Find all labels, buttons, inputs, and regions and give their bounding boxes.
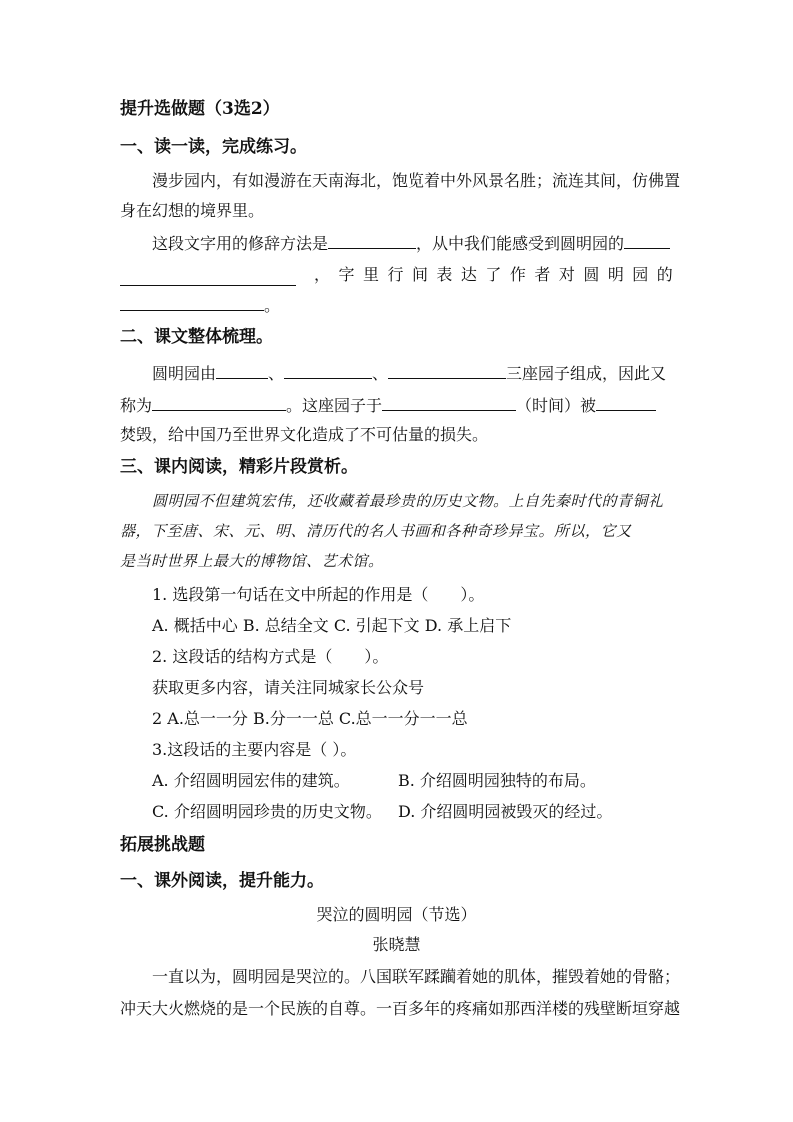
- question-text-feel: ，从中我们能感受到圆明园的: [416, 234, 625, 253]
- question-1-options: A. 概括中心 B. 总结全文 C. 引起下文 D. 承上启下: [152, 616, 512, 635]
- heading-read: 一、读一读，完成练习。: [120, 137, 307, 157]
- review-line-1: [152, 362, 673, 385]
- section-title-advanced: 提升选做题（3选2）: [120, 99, 280, 119]
- promo-notice: 获取更多内容，请关注同城家长公众号: [152, 678, 425, 697]
- char: 的: [656, 265, 673, 284]
- char: ，: [314, 265, 331, 284]
- answer-blank-garden-1[interactable]: [216, 362, 268, 379]
- article-title: 哭泣的圆明园（节选）: [316, 905, 477, 924]
- char: 明: [607, 265, 624, 284]
- spaced-text-row: [314, 264, 673, 286]
- heading-analysis: 三、课内阅读，精彩片段赏析。: [120, 457, 358, 477]
- question-text-rhetoric: 这段文字用的修辞方法是: [152, 234, 329, 253]
- separator: 、: [372, 364, 389, 383]
- char: 字: [338, 265, 355, 284]
- answer-blank-also-called[interactable]: [152, 394, 286, 411]
- passage-line-2: 身在幻想的境界里。: [120, 201, 265, 220]
- question-line-3: [120, 294, 673, 317]
- separator: 、: [268, 364, 285, 383]
- answer-blank-rhetoric[interactable]: [328, 232, 416, 249]
- section-title-challenge: 拓展挑战题: [120, 835, 205, 855]
- question-2: 2. 这段话的结构方式是（ ）。: [152, 647, 389, 666]
- period: 。: [264, 296, 281, 315]
- option-c: C. 介绍圆明园珍贵的历史文物。: [152, 802, 382, 821]
- review-text-b: 三座园子组成，因此又: [506, 364, 667, 383]
- excerpt-line-1: 圆明园不但建筑宏伟，还收藏着最珍贵的历史文物。上自先秦时代的青铜礼: [152, 492, 664, 510]
- answer-blank-time[interactable]: [382, 394, 516, 411]
- char: 达: [460, 265, 477, 284]
- review-text-d: 。这座园子于: [286, 396, 383, 415]
- option-d: D. 介绍圆明园被毁灭的经过。: [398, 802, 613, 821]
- review-text-a: 圆明园由: [152, 364, 217, 383]
- answer-blank-feel-a[interactable]: [624, 232, 670, 249]
- review-line-3: 焚毁，给中国乃至世界文化造成了不可估量的损失。: [120, 425, 489, 444]
- review-text-c: 称为: [120, 396, 153, 415]
- excerpt-line-2: 器，下至唐、宋、元、明、清历代的名人书画和各种奇珍异宝。所以，它又: [120, 522, 632, 540]
- heading-extra-reading: 一、课外阅读，提升能力。: [120, 871, 324, 891]
- char: 作: [509, 265, 526, 284]
- char: 园: [632, 265, 649, 284]
- question-3: 3.这段话的主要内容是（ ）。: [152, 740, 357, 759]
- question-3-options-row-1: [152, 770, 673, 792]
- option-b: B. 介绍圆明园独特的布局。: [398, 771, 596, 790]
- review-line-2: [120, 394, 673, 417]
- char: 里: [362, 265, 379, 284]
- char: 圆: [583, 265, 600, 284]
- question-line-2: [120, 264, 673, 286]
- passage-line-1: 漫步园内，有如漫游在天南海北，饱览着中外风景名胜；流连其间，仿佛置: [152, 171, 681, 190]
- question-line-1: [152, 232, 673, 255]
- article-line-2: 冲天大火燃烧的是一个民族的自尊。一百多年的疼痛如那西洋楼的残壁断垣穿越: [120, 999, 681, 1018]
- article-line-1: 一直以为，圆明园是哭泣的。八国联军蹂躏着她的肌体，摧毁着她的骨骼；: [152, 967, 681, 986]
- question-2-options: 2 A.总一一分 B.分一一总 C.总一一分一一总: [152, 709, 468, 728]
- answer-blank-garden-2[interactable]: [284, 362, 372, 379]
- excerpt-line-3: 是当时世界上最大的博物馆、艺术馆。: [120, 552, 384, 570]
- answer-blank-emotion[interactable]: [120, 294, 264, 311]
- answer-blank-feel-b[interactable]: [120, 269, 296, 286]
- char: 了: [485, 265, 502, 284]
- question-3-options-row-2: [152, 801, 673, 823]
- article-author: 张晓慧: [372, 935, 421, 954]
- char: 者: [534, 265, 551, 284]
- option-a: A. 介绍圆明园宏伟的建筑。: [152, 771, 350, 790]
- char: 对: [558, 265, 575, 284]
- char: 间: [411, 265, 428, 284]
- question-1: 1. 选段第一句话在文中所起的作用是（ ）。: [152, 585, 485, 604]
- char: 表: [436, 265, 453, 284]
- review-text-e: （时间）被: [516, 396, 597, 415]
- answer-blank-by[interactable]: [596, 394, 656, 411]
- char: 行: [387, 265, 404, 284]
- heading-review: 二、课文整体梳理。: [120, 327, 273, 347]
- answer-blank-garden-3[interactable]: [388, 362, 506, 379]
